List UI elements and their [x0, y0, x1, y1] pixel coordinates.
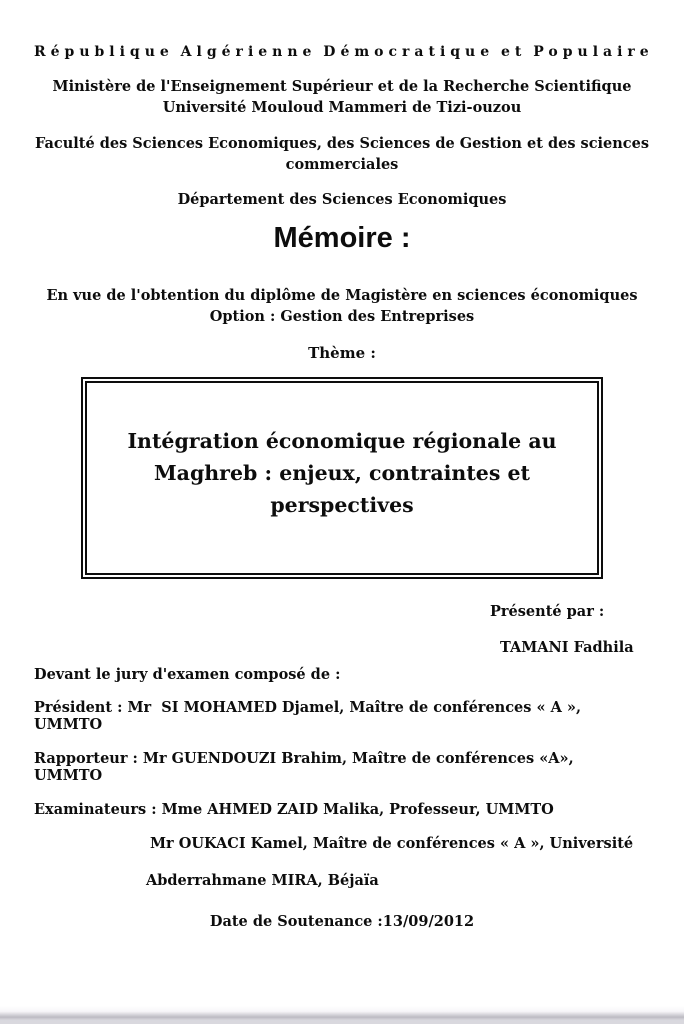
- thesis-title-box: [81, 377, 603, 579]
- jury-rapporteur-line: Rapporteur : Mr GUENDOUZI Brahim, Maître de conférences «A», UMMTO: [34, 750, 584, 784]
- memoire-heading: Mémoire :: [273, 222, 411, 254]
- author-name: TAMANI Fadhila: [500, 639, 634, 656]
- defense-date-line: Date de Soutenance :13/09/2012: [209, 913, 475, 930]
- republic-line: République Algérienne Démocratique et Populaire: [34, 44, 654, 60]
- jury-president-line: Président : Mr SI MOHAMED Djamel, Maître de conférences « A », UMMTO: [34, 699, 587, 733]
- faculty-line: Faculté des Sciences Economiques, des Sciences de Gestion et des sciences commerciales: [34, 135, 650, 173]
- degree-line: En vue de l'obtention du diplôme de Magistère en sciences économiques: [46, 287, 638, 304]
- option-line: Option : Gestion des Entreprises: [209, 308, 475, 325]
- jury-intro-line: Devant le jury d'examen composé de :: [34, 666, 341, 683]
- theme-label: Thème :: [308, 344, 376, 362]
- page-bottom-edge-shadow: [0, 1006, 684, 1024]
- department-line: Département des Sciences Economiques: [177, 191, 507, 208]
- thesis-title-box-inner: [85, 381, 599, 575]
- ministry-block: [34, 76, 650, 118]
- degree-block: [34, 285, 650, 327]
- thesis-title: Intégration économique régionale au Maghreb : enjeux, contraintes et perspectives: [127, 429, 557, 517]
- ministry-line: Ministère de l'Enseignement Supérieur et de la Recherche Scientifique: [52, 78, 632, 95]
- jury-examiners-line-3: Abderrahmane MIRA, Béjaïa: [146, 872, 379, 889]
- jury-examiners-line-1: Examinateurs : Mme AHMED ZAID Malika, Professeur, UMMTO: [34, 801, 554, 818]
- jury-examiners-line-2: Mr OUKACI Kamel, Maître de conférences « A », Université: [150, 835, 634, 852]
- university-line: Université Mouloud Mammeri de Tizi-ouzou: [162, 99, 522, 116]
- presented-by-label: Présenté par :: [490, 603, 605, 620]
